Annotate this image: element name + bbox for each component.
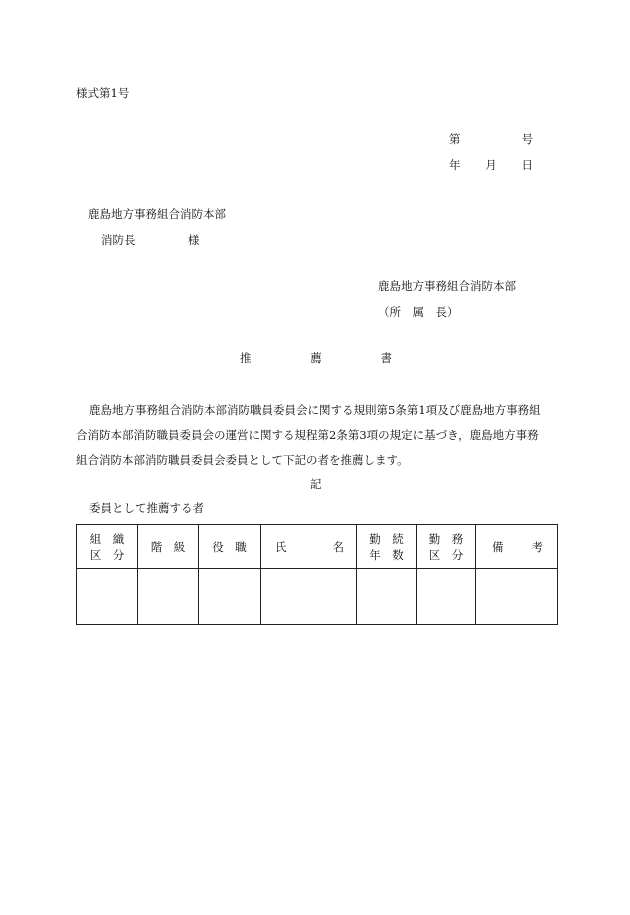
- title-char-1: 推: [240, 351, 252, 365]
- document-title: [240, 350, 392, 366]
- cell-work-division[interactable]: [417, 569, 476, 625]
- doc-number-dai: 第: [449, 132, 461, 146]
- sender-head: （所 属 長）: [378, 305, 459, 319]
- header-post: 役 職: [199, 525, 261, 569]
- date-day: 日: [521, 158, 533, 172]
- table-row: [77, 569, 558, 625]
- doc-number-go: 号: [521, 132, 533, 146]
- body-text-line-2: 合消防本部消防職員委員会の運営に関する規程第2条第3項の規定に基づき，鹿島地方事務: [76, 428, 539, 442]
- header-rank: 階 級: [138, 525, 199, 569]
- date-year: 年: [449, 158, 461, 172]
- cell-rank[interactable]: [138, 569, 199, 625]
- header-name: 氏 名: [261, 525, 357, 569]
- header-remarks: 備 考: [476, 525, 558, 569]
- header-org-division: 組 織 区 分: [77, 525, 138, 569]
- addressee-line: [101, 232, 199, 248]
- cell-org-division[interactable]: [77, 569, 138, 625]
- cell-post[interactable]: [199, 569, 261, 625]
- issue-date: [449, 157, 533, 173]
- title-char-2: 薦: [310, 351, 322, 365]
- cell-years-of-service[interactable]: [357, 569, 417, 625]
- ki-mark: 記: [310, 477, 322, 491]
- header-work-division: 勤 務 区 分: [417, 525, 476, 569]
- form-number: 様式第1号: [76, 86, 130, 100]
- date-month: 月: [485, 158, 497, 172]
- body-text-line-3: 組合消防本部消防職員委員会委員として下記の者を推薦します。: [76, 453, 409, 467]
- title-char-3: 書: [380, 351, 392, 365]
- document-number: [449, 131, 533, 147]
- addressee-honorific: 様: [187, 233, 200, 247]
- addressee-title: 消防長: [101, 233, 136, 247]
- sender-org: 鹿島地方事務組合消防本部: [378, 279, 516, 293]
- cell-name[interactable]: [261, 569, 357, 625]
- table-header-row: [77, 525, 558, 569]
- body-text-line-1: 鹿島地方事務組合消防本部消防職員委員会に関する規則第5条第1項及び鹿島地方事務組: [89, 403, 541, 417]
- table-subtitle: 委員として推薦する者: [89, 501, 204, 515]
- addressee-org: 鹿島地方事務組合消防本部: [88, 207, 226, 221]
- recommendation-table: [76, 524, 558, 625]
- header-years-of-service: 勤 続 年 数: [357, 525, 417, 569]
- cell-remarks[interactable]: [476, 569, 558, 625]
